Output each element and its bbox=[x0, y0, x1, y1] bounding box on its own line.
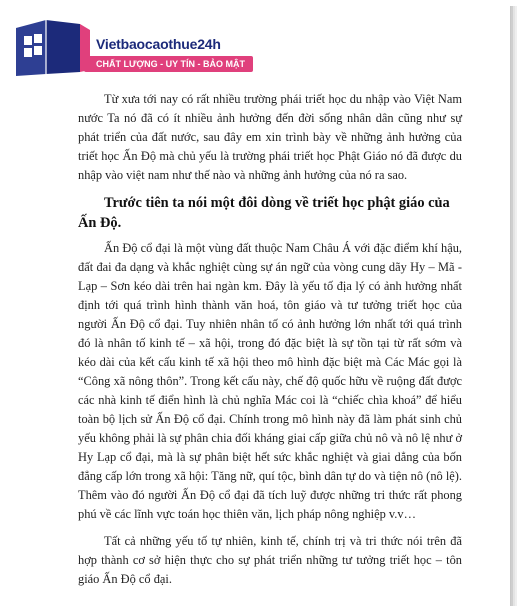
document-body bbox=[78, 90, 462, 589]
intro-paragraph: Từ xưa tới nay có rất nhiều trường phái triết học du nhập vào Việt Nam nước Ta nó đã có ít nhiều ảnh hưởng đến đời sống nhân dân cũng như sự phát triển của đất nước, sau đây em xin trình bày về những ảnh hưởng của triết học Ấn Độ mà chủ yếu là trường phái triết học Phật Giáo nó đã được du nhập vào việt nam như thế nào và những ảnh hưởng của nó ra sao. bbox=[78, 92, 462, 182]
logo-name: Vietbaocaothue24h bbox=[96, 36, 221, 52]
body-paragraph-2: Tất cả những yếu tố tự nhiên, kinh tế, chính trị và tri thức nói trên đã hợp thành cơ sở hiện thực cho sự phát triển những tư tưởng triết học – tôn giáo Ấn Độ cổ đại. bbox=[78, 534, 462, 586]
site-logo[interactable] bbox=[6, 14, 245, 80]
section-heading: Trước tiên ta nói một đôi dòng về triết học phật giáo của Ấn Độ. bbox=[78, 195, 450, 231]
logo-tagline: CHẤT LƯỢNG - UY TÍN - BẢO MẬT bbox=[84, 56, 253, 72]
body-paragraph-1: Ấn Độ cổ đại là một vùng đất thuộc Nam Châu Á với đặc điểm khí hậu, đất đai đa dạng và khắc nghiệt cùng sự án ngữ của vòng cung dãy Hy – Mã - Lạp – Sơn kéo dài trên hai ngàn km. Đây là yếu tố địa lý có ảnh hưởng nhất định tới quá trình hình thành văn hoá, tôn giáo và tư tưởng triết học của người Ấn Độ cổ đại. Tuy nhiên nhân tố có ảnh hưởng lớn nhất tới quá trình đó là nhân tố kinh tế – xã hội, trong đó đặc biệt là sự tồn tại từ rất sớm và kéo dài của kết cấu kinh tế xã hội theo mô hình đặc biệt mà Các Mác gọi là “Công xã nông thôn”. Trong kết cấu này, chế độ quốc hữu về ruộng đất được các nhà kinh tế điển hình là chủ nghĩa Mác coi là “chiếc chìa khoá” để hiểu toàn bộ lịch sử Ấn Độ cổ đại. Chính trong mô hình này đã làm phát sinh chủ yếu không phải là sự phân chia đối kháng giai cấp giữa chủ nô và nô lệ như ở Hy Lạp cổ đại, mà là sự phân biệt hết sức khắc nghiệt và giai dẳng của bốn đẳng cấp lớn trong xã hội: Tăng nữ, quí tộc, bình dân tự do và tiện nô (nô lệ). Thêm vào đó người Ấn Độ cổ đại đã tích luỹ được những tri thức rất phong phú về các lĩnh vực toán học thiên văn, lịch pháp nông nghiệp v.v… bbox=[78, 241, 462, 521]
